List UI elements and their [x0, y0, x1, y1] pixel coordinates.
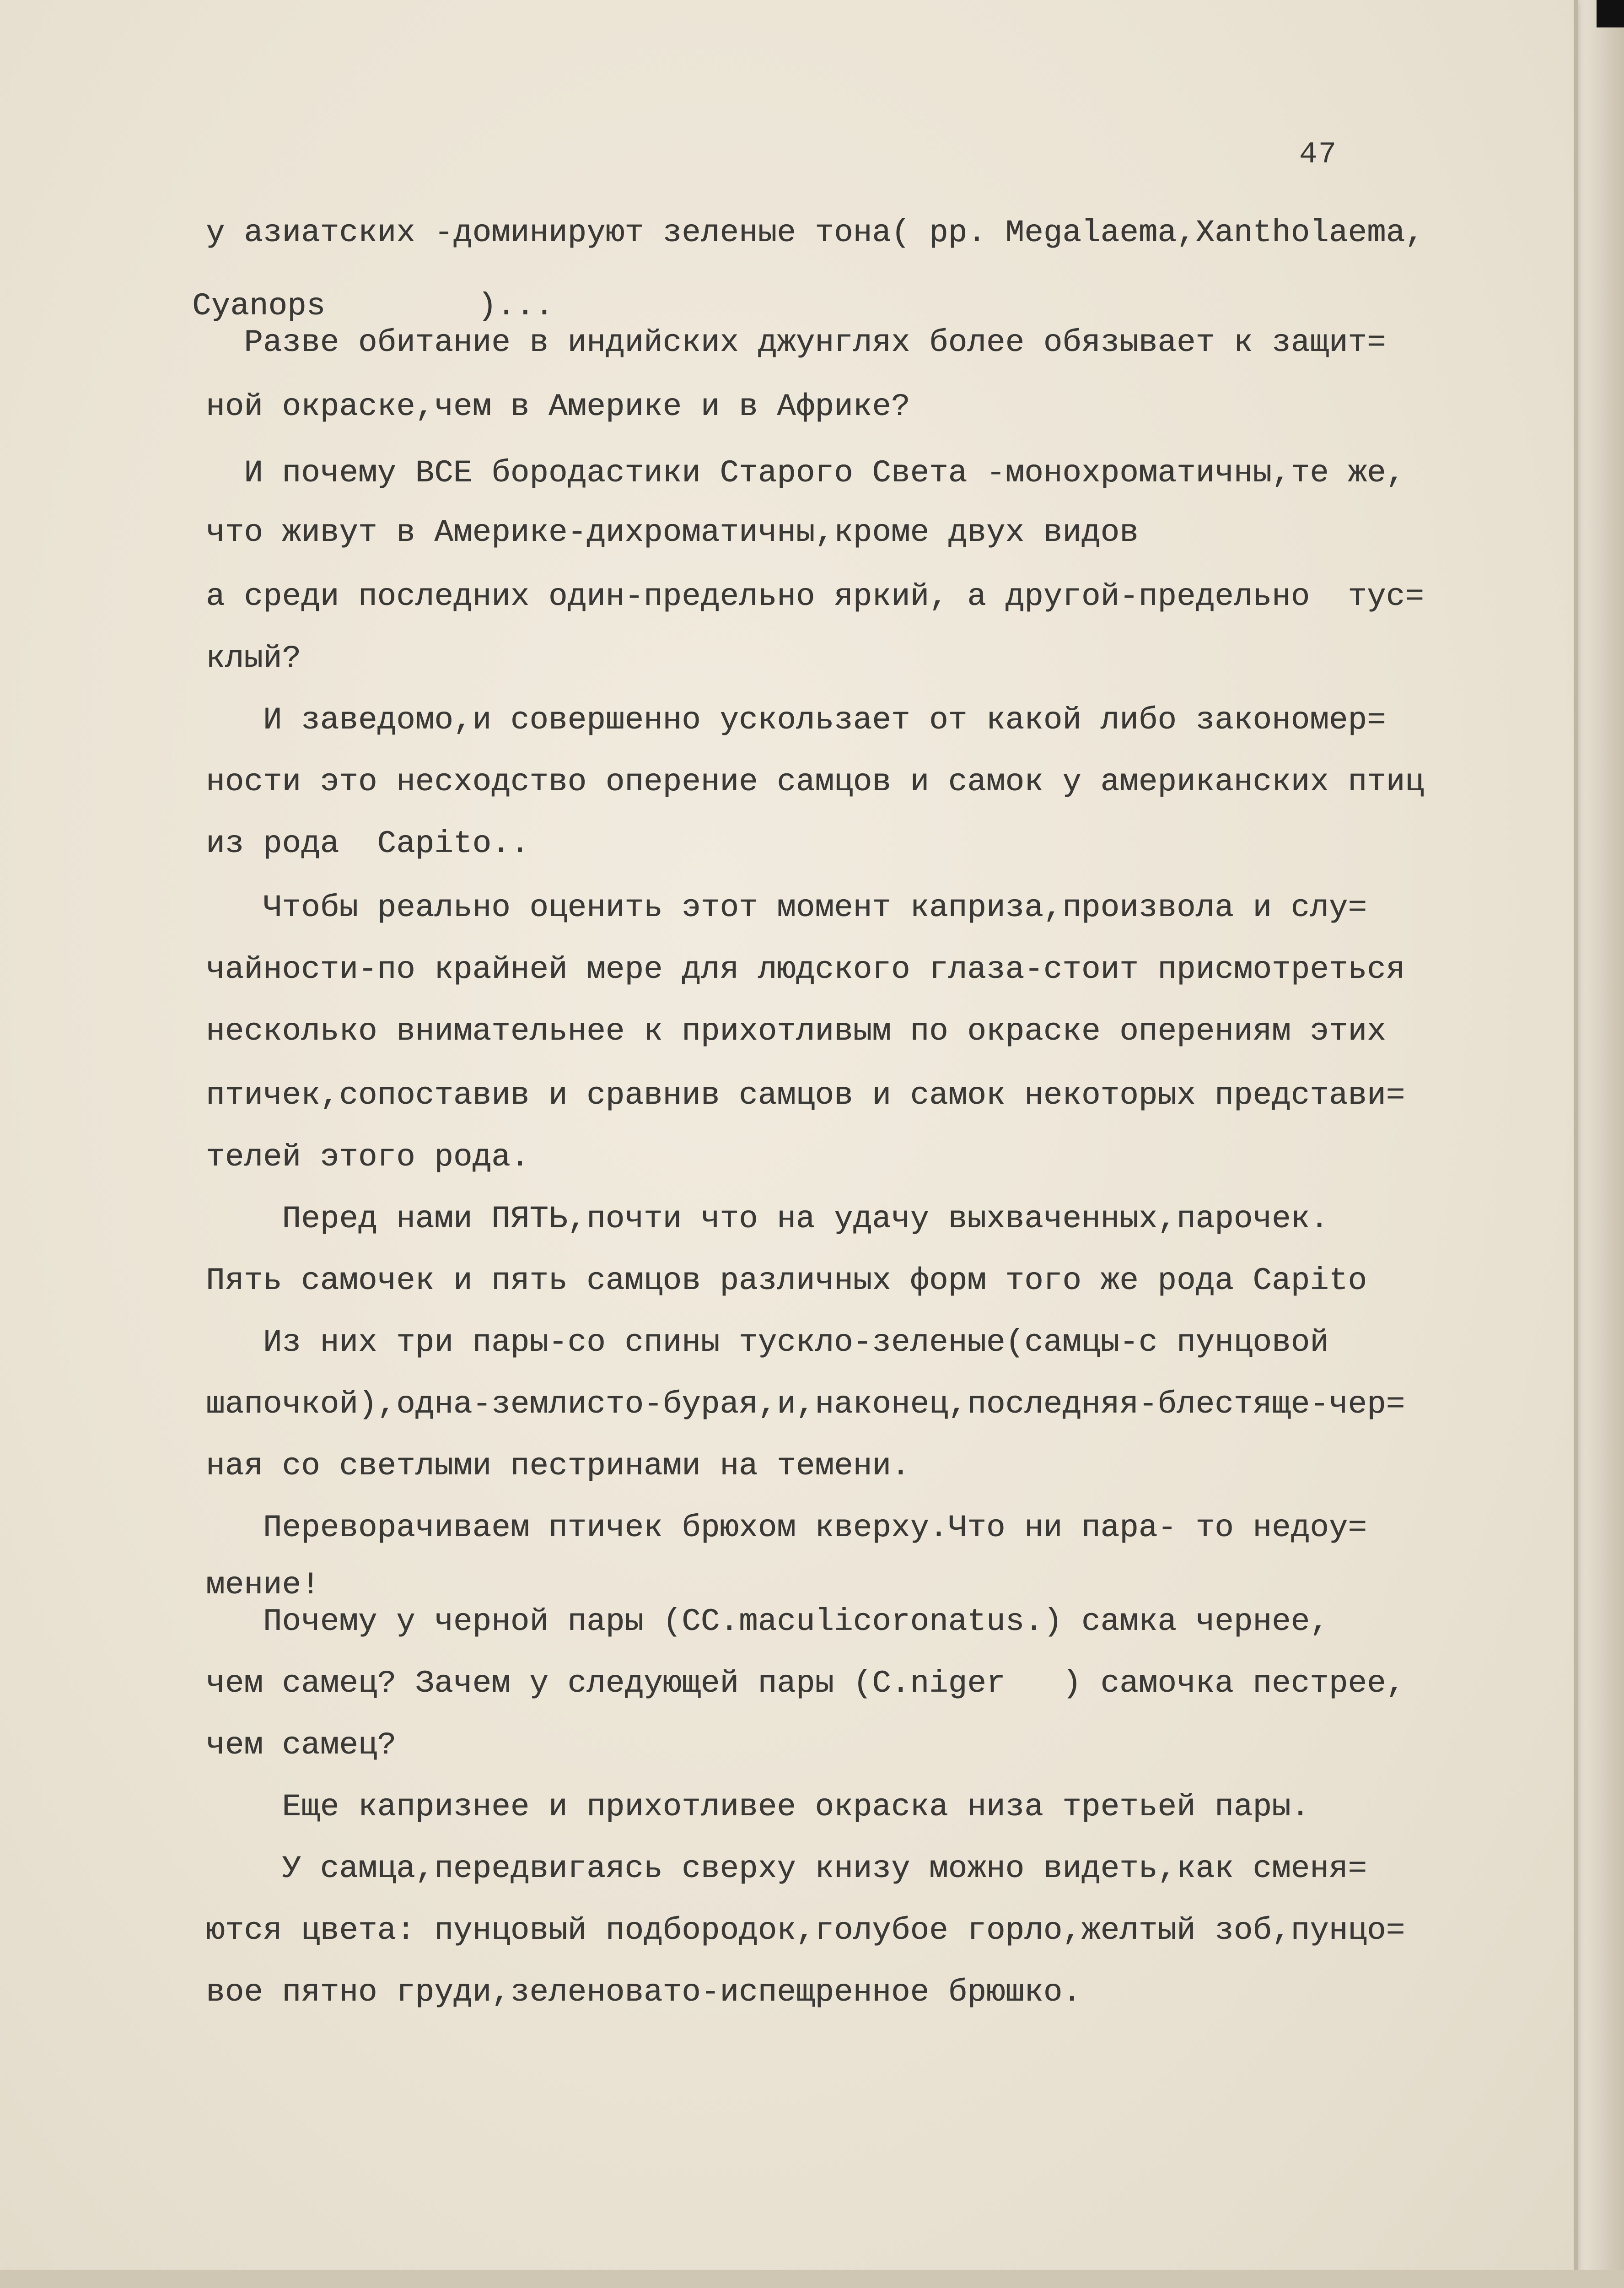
text-line: а среди последних один-предельно яркий, а другой-предельно тус= [206, 579, 1424, 615]
text-line: птичек,сопоставив и сравнив самцов и самок некоторых представи= [206, 1078, 1405, 1113]
text-line: Чтобы реально оценить этот момент каприза,произвола и слу= [206, 890, 1367, 926]
text-line: ной окраске,чем в Америке и в Африке? [206, 389, 910, 425]
text-line: Еще капризнее и прихотливее окраска низа третьей пары. [206, 1789, 1310, 1825]
text-line: И почему ВСЕ бородастики Старого Света -монохроматичны,те же, [206, 455, 1405, 491]
text-line: Разве обитание в индийских джунглях более обязывает к защит= [206, 325, 1386, 361]
scanner-corner [1597, 0, 1624, 27]
text-line: Переворачиваем птичек брюхом кверху.Что ни пара- то недоу= [206, 1510, 1367, 1546]
text-line: телей этого рода. [206, 1139, 530, 1175]
text-line: Почему у черной пары (CC.maculicoronatus.) самка чернее, [206, 1604, 1329, 1640]
text-line: Перед нами ПЯТЬ,почти что на удачу выхваченных,парочек. [206, 1201, 1329, 1237]
page-edge [1574, 0, 1578, 2270]
text-line: из рода Capito.. [206, 826, 530, 862]
text-line: что живут в Америке-дихроматичны,кроме двух видов [206, 515, 1139, 550]
text-line: ются цвета: пунцовый подбородок,голубое горло,желтый зоб,пунцо= [206, 1913, 1405, 1948]
text-line: Cyanops )... [192, 288, 554, 324]
text-line: чайности-по крайней мере для людского глаза-стоит присмотреться [206, 952, 1405, 988]
text-line: чем самец? [206, 1727, 397, 1763]
bottom-strip [0, 2270, 1624, 2288]
text-line: ности это несходство оперение самцов и самок у американских птиц [206, 764, 1424, 800]
text-line: чем самец? Зачем у следующей пары (C.niger ) самочка пестрее, [206, 1666, 1405, 1701]
text-line: И заведомо,и совершенно ускользает от какой либо закономер= [206, 702, 1386, 738]
text-line: ная со светлыми пестринами на темени. [206, 1448, 910, 1484]
text-line: у азиатских -доминируют зеленые тона( рр. Megalaema,Xantholaema, [206, 215, 1424, 251]
page-number: 47 [1299, 137, 1338, 172]
text-line: несколько внимательнее к прихотливым по окраске оперениям этих [206, 1014, 1386, 1049]
text-line: Пять самочек и пять самцов различных форм того же рода Capito [206, 1263, 1367, 1299]
text-line: Из них три пары-со спины тускло-зеленые(самцы-с пунцовой [206, 1325, 1329, 1360]
text-line: мение! [206, 1567, 320, 1603]
text-line: клый? [206, 641, 301, 676]
text-line: шапочкой),одна-землисто-бурая,и,наконец,последняя-блестяще-чер= [206, 1387, 1405, 1422]
text-line: У самца,передвигаясь сверху книзу можно видеть,как сменя= [206, 1851, 1367, 1887]
text-line: вое пятно груди,зеленовато-испещренное брюшко. [206, 1975, 1081, 2010]
